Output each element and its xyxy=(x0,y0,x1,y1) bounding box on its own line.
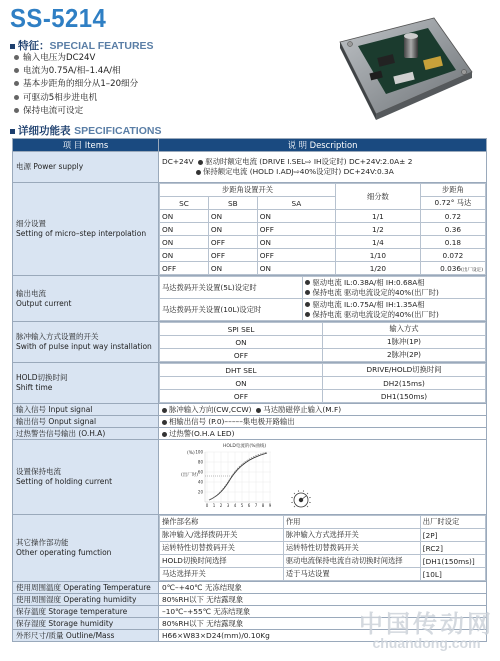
cell: 脉冲输入/选择拨码开关 xyxy=(160,529,284,542)
bullet-icon xyxy=(14,108,19,113)
pulse-header-switch: SPI SEL xyxy=(160,323,323,336)
microstep-row xyxy=(160,249,486,262)
spec-table xyxy=(12,138,487,642)
col-description: 说 明 Description xyxy=(159,139,487,152)
chart-grid xyxy=(205,452,271,502)
cell: [RC2] xyxy=(420,542,485,555)
setting-5l-values xyxy=(303,277,486,299)
chart-x-tick: 4 xyxy=(233,503,237,508)
feature-item xyxy=(14,92,138,105)
env-value: 80%RH以下 无结露现象 xyxy=(159,594,487,606)
cell: OFF xyxy=(208,236,257,249)
row-overheat xyxy=(13,428,487,440)
cell: 运转特性切替拨码开关 xyxy=(160,542,284,555)
cell: 0.36 xyxy=(420,223,485,236)
spec-table-header xyxy=(13,139,487,152)
other-header-name: 操作部名称 xyxy=(160,516,284,529)
feature-item xyxy=(14,78,138,91)
cell: 1/1 xyxy=(336,210,421,223)
other-row xyxy=(160,568,486,581)
row-output-current xyxy=(13,276,487,322)
output-signal-desc xyxy=(159,416,487,428)
cell: 1/4 xyxy=(336,236,421,249)
adjust-knob-icon xyxy=(291,490,310,507)
pulse-cell xyxy=(159,322,487,363)
row-output-signal xyxy=(13,416,487,428)
label-power: 电源 Power supply xyxy=(13,152,159,183)
overheat-desc xyxy=(159,428,487,440)
row-holding-current xyxy=(13,440,487,515)
watermark-pinyin: chuandong.com xyxy=(372,635,481,651)
label-en: Output current xyxy=(16,298,72,308)
cell: ON xyxy=(160,377,323,390)
cell: 运转特性切替拨码开关 xyxy=(283,542,420,555)
setting-5l: 马达拨码开关设置(5L)设定时 xyxy=(160,277,303,299)
label-en: Other operating fumction xyxy=(16,548,112,557)
microstep-row xyxy=(160,236,486,249)
cell: 1/2 xyxy=(336,223,421,236)
cell: 驱动电流保持电流自动切换时间选择 xyxy=(283,555,420,568)
bullet-icon xyxy=(162,408,167,413)
chart-y-ticks xyxy=(195,450,203,495)
output-current-table xyxy=(159,276,486,321)
bullet-icon xyxy=(14,81,19,86)
cell: OFF xyxy=(257,223,335,236)
label-hold-shift xyxy=(13,363,159,404)
holding-current-cell xyxy=(159,440,487,515)
chart-curve xyxy=(209,453,267,500)
power-voltage: DC+24V xyxy=(162,157,194,166)
switch-header: 步距角设置开关 xyxy=(160,184,336,197)
row-other-operating xyxy=(13,515,487,582)
label-output-signal: 输出信号 Onput signal xyxy=(13,416,159,428)
specs-heading-en: SPECIFICATIONS xyxy=(74,125,162,137)
input-signal-desc xyxy=(159,404,487,416)
other-row xyxy=(160,542,486,555)
label-pulse-input xyxy=(13,322,159,363)
angle-sub: 0.72° 马达 xyxy=(420,197,485,210)
label-input-signal: 输入信号 Input signal xyxy=(13,404,159,416)
output-current-cell xyxy=(159,276,487,322)
cell: ON xyxy=(208,262,257,275)
env-value: 80%RH以下 无结露现象 xyxy=(159,618,487,630)
cell: ON xyxy=(160,236,209,249)
chart-title: HOLD电流的(%曲线) xyxy=(223,444,267,449)
holding-current-chart xyxy=(159,440,487,514)
bullet-icon xyxy=(305,290,310,295)
label-env: 使用周围温度 Operating Temperature xyxy=(13,582,159,594)
chart-x-tick: 8 xyxy=(261,503,265,508)
chart-x-tick: 6 xyxy=(247,503,251,508)
hold-header-time: DRIVE/HOLD切换时间 xyxy=(323,364,486,377)
setting-10l-values xyxy=(303,299,486,321)
label-env: 外形尺寸/质量 Outline/Mass xyxy=(13,630,159,642)
bullet-icon xyxy=(305,312,310,317)
watermark xyxy=(359,604,494,651)
row-microstep xyxy=(13,183,487,276)
cell: DH1(150ms) xyxy=(323,390,486,403)
cell: ON xyxy=(208,223,257,236)
microstep-cell xyxy=(159,183,487,276)
bullet-icon xyxy=(14,55,19,60)
other-header-function: 作用 xyxy=(283,516,420,529)
chart-x-tick: 3 xyxy=(226,503,230,508)
cell: ON xyxy=(257,236,335,249)
cell: ON xyxy=(257,210,335,223)
feature-text: 基本步距角的细分从1–20细分 xyxy=(23,79,139,90)
chart-x-tick: 7 xyxy=(254,503,258,508)
hold-table xyxy=(159,363,486,403)
cell: 2脉冲(2P) xyxy=(323,349,486,362)
knob-tick xyxy=(294,506,295,507)
row-power xyxy=(13,152,487,183)
cell: ON xyxy=(208,210,257,223)
chart-x-tick: 9 xyxy=(268,503,272,508)
bullet-icon xyxy=(162,420,167,425)
other-table xyxy=(159,515,486,581)
power-desc xyxy=(159,152,487,183)
row-input-signal xyxy=(13,404,487,416)
cell: 1脉冲(1P) xyxy=(323,336,486,349)
label-cn: 脉冲输入方式设置的开关 xyxy=(16,332,99,341)
power-line2: 保持额定电流 (HOLD I.ADJ⇨40%设定时) DC+24V:0.3A xyxy=(203,167,394,176)
other-row xyxy=(160,529,486,542)
feature-text: 电流为0.75A/相–1.4A/相 xyxy=(23,66,121,77)
cell: 脉冲输入方式选择开关 xyxy=(283,529,420,542)
value-text: 驱动电流 IL:0.75A/相 IH:1.35A相 xyxy=(312,299,425,309)
label-output-current xyxy=(13,276,159,322)
hold-cell xyxy=(159,363,487,404)
cell: ON xyxy=(160,210,209,223)
hold-header-switch: DHT SEL xyxy=(160,364,323,377)
feature-text: 输入电压为DC24V xyxy=(23,53,96,63)
bullet-icon xyxy=(256,408,261,413)
row-pulse-input xyxy=(13,322,487,363)
label-cn: 输出电流 xyxy=(16,288,46,298)
chart-x-tick: 5 xyxy=(240,503,244,508)
value-text: 脉冲输入方向(CW,CCW) xyxy=(169,405,252,414)
microstep-row xyxy=(160,262,486,275)
env-value: H66×W83×D24(mm)/0.10Kg xyxy=(159,630,487,642)
chart-x-tick: 2 xyxy=(219,503,223,508)
cell: OFF xyxy=(208,249,257,262)
chart-x-ticks xyxy=(206,503,272,508)
row-hold-shift xyxy=(13,363,487,404)
angle-value: 0.036 xyxy=(440,263,462,273)
specs-heading xyxy=(10,123,161,138)
bullet-icon xyxy=(162,432,167,437)
features-heading-cn: 特征： xyxy=(18,40,50,52)
bullet-icon xyxy=(196,170,201,175)
cell: [DH1(150ms)] xyxy=(420,555,485,568)
bullet-icon xyxy=(305,302,310,307)
factory-note: (出厂设定) xyxy=(461,267,483,273)
cell: 0.72 xyxy=(420,210,485,223)
cell: 0.072 xyxy=(420,249,485,262)
label-cn: 细分设置 xyxy=(16,219,46,228)
pulse-header-mode: 输入方式 xyxy=(323,323,486,336)
cell: [10L] xyxy=(420,568,485,581)
label-holding-current xyxy=(13,440,159,515)
col-sc: SC xyxy=(160,197,209,210)
watermark-cn: 中国传动网 xyxy=(359,610,494,638)
features-list xyxy=(14,52,138,118)
label-overheat: 过热警告信号输出 (O.H.A) xyxy=(13,428,159,440)
label-cn: 设置保持电流 xyxy=(16,467,61,476)
label-env: 保存温度 Storage temperature xyxy=(13,606,159,618)
bullet-square-icon xyxy=(10,129,15,134)
cell: ON xyxy=(160,249,209,262)
col-sa: SA xyxy=(257,197,335,210)
power-line1: 驱动时额定电流 (DRIVE I.SEL⇨ IH设定时) DC+24V:2.0A± 2 xyxy=(205,157,413,166)
feature-item xyxy=(14,52,138,65)
bullet-icon xyxy=(14,68,19,73)
label-env: 使用周围湿度 Operating humidity xyxy=(13,594,159,606)
product-title: SS-5214 xyxy=(10,3,107,33)
cell: DH2(15ms) xyxy=(323,377,486,390)
cell: 0.18 xyxy=(420,236,485,249)
value-text: 马达励磁停止输入(M.F) xyxy=(263,405,342,414)
angle-header: 步距角 xyxy=(420,184,485,197)
cell: [2P] xyxy=(420,529,485,542)
col-items: 项 目 Items xyxy=(13,139,159,152)
division-header: 细分数 xyxy=(336,184,421,210)
value-text: 过热警(O.H.A LED) xyxy=(169,429,235,438)
setting-10l: 马达拨码开关设置(10L)设定时 xyxy=(160,299,303,321)
cell: OFF xyxy=(160,262,209,275)
env-value: –10℃–+55℃ 无冻结现象 xyxy=(159,606,487,618)
cell: ON xyxy=(257,262,335,275)
other-row xyxy=(160,555,486,568)
cell: ON xyxy=(160,336,323,349)
label-en: Setting of holding current xyxy=(16,477,113,486)
features-heading-en: SPECIAL FEATURES xyxy=(49,40,154,52)
chart-gridlines xyxy=(205,452,271,502)
value-text: 驱动电流 IL:0.38A/相 IH:0.68A相 xyxy=(312,277,425,287)
chart-y-tick: 40 xyxy=(197,479,203,485)
feature-text: 可驱动5相步进电机 xyxy=(23,92,98,103)
bullet-icon xyxy=(305,280,310,285)
cell xyxy=(420,262,485,275)
value-text: 相输出信号 (P.0)–––––集电极开路输出 xyxy=(169,417,295,426)
cell: OFF xyxy=(160,349,323,362)
col-sb: SB xyxy=(208,197,257,210)
feature-item xyxy=(14,105,138,118)
cell: 1/10 xyxy=(336,249,421,262)
bullet-square-icon xyxy=(10,44,15,49)
cell: 适于马达设置 xyxy=(283,568,420,581)
feature-item xyxy=(14,65,138,78)
other-header-default: 出厂时设定 xyxy=(420,516,485,529)
product-photo xyxy=(330,14,476,124)
label-en: Setting of micro–step interpolation xyxy=(16,229,147,238)
label-en: Shift time xyxy=(16,383,53,392)
cell: 马达选择开关 xyxy=(160,568,284,581)
label-cn: HOLD切换时间 xyxy=(16,373,68,382)
knob-tick xyxy=(294,493,295,494)
chart-y-unit: (%) xyxy=(187,451,195,456)
chart-y-tick: 20 xyxy=(197,489,203,495)
label-microstep xyxy=(13,183,159,276)
env-value: 0℃–+40℃ 无冻结现象 xyxy=(159,582,487,594)
chart-y-tick: 100 xyxy=(195,449,203,455)
label-env: 保存湿度 Storage humidity xyxy=(13,618,159,630)
knob-tick xyxy=(307,506,308,507)
cell: OFF xyxy=(160,390,323,403)
cell: 1/20 xyxy=(336,262,421,275)
specs-heading-cn: 详细功能表 xyxy=(18,125,71,137)
microstep-row xyxy=(160,223,486,236)
cell: OFF xyxy=(257,249,335,262)
microstep-table xyxy=(159,183,486,275)
chart-x-tick: 1 xyxy=(212,503,216,508)
knob-tick xyxy=(307,493,308,494)
cell: HOLD切换时间选择 xyxy=(160,555,284,568)
label-cn: 其它操作部功能 xyxy=(16,538,69,547)
bullet-icon xyxy=(198,160,203,165)
microstep-row xyxy=(160,210,486,223)
pulse-table xyxy=(159,322,486,362)
bullet-icon xyxy=(14,95,19,100)
chart-y-tick: 80 xyxy=(197,459,203,465)
label-en: Swith of pulse input way installation xyxy=(16,342,152,351)
chart-factory-label: (出厂时) xyxy=(181,473,199,478)
feature-text: 保持电流可设定 xyxy=(23,105,84,116)
features-heading xyxy=(10,38,154,53)
chart-y-tick: 60 xyxy=(197,469,203,475)
cell: ON xyxy=(160,223,209,236)
chart-x-tick: 0 xyxy=(205,503,209,508)
row-env xyxy=(13,582,487,594)
label-other-operating xyxy=(13,515,159,582)
other-cell xyxy=(159,515,487,582)
value-text: 保持电流 驱动电流设定的40%(出厂时) xyxy=(312,309,439,319)
value-text: 保持电流 驱动电流设定的40%(出厂时) xyxy=(312,287,439,297)
